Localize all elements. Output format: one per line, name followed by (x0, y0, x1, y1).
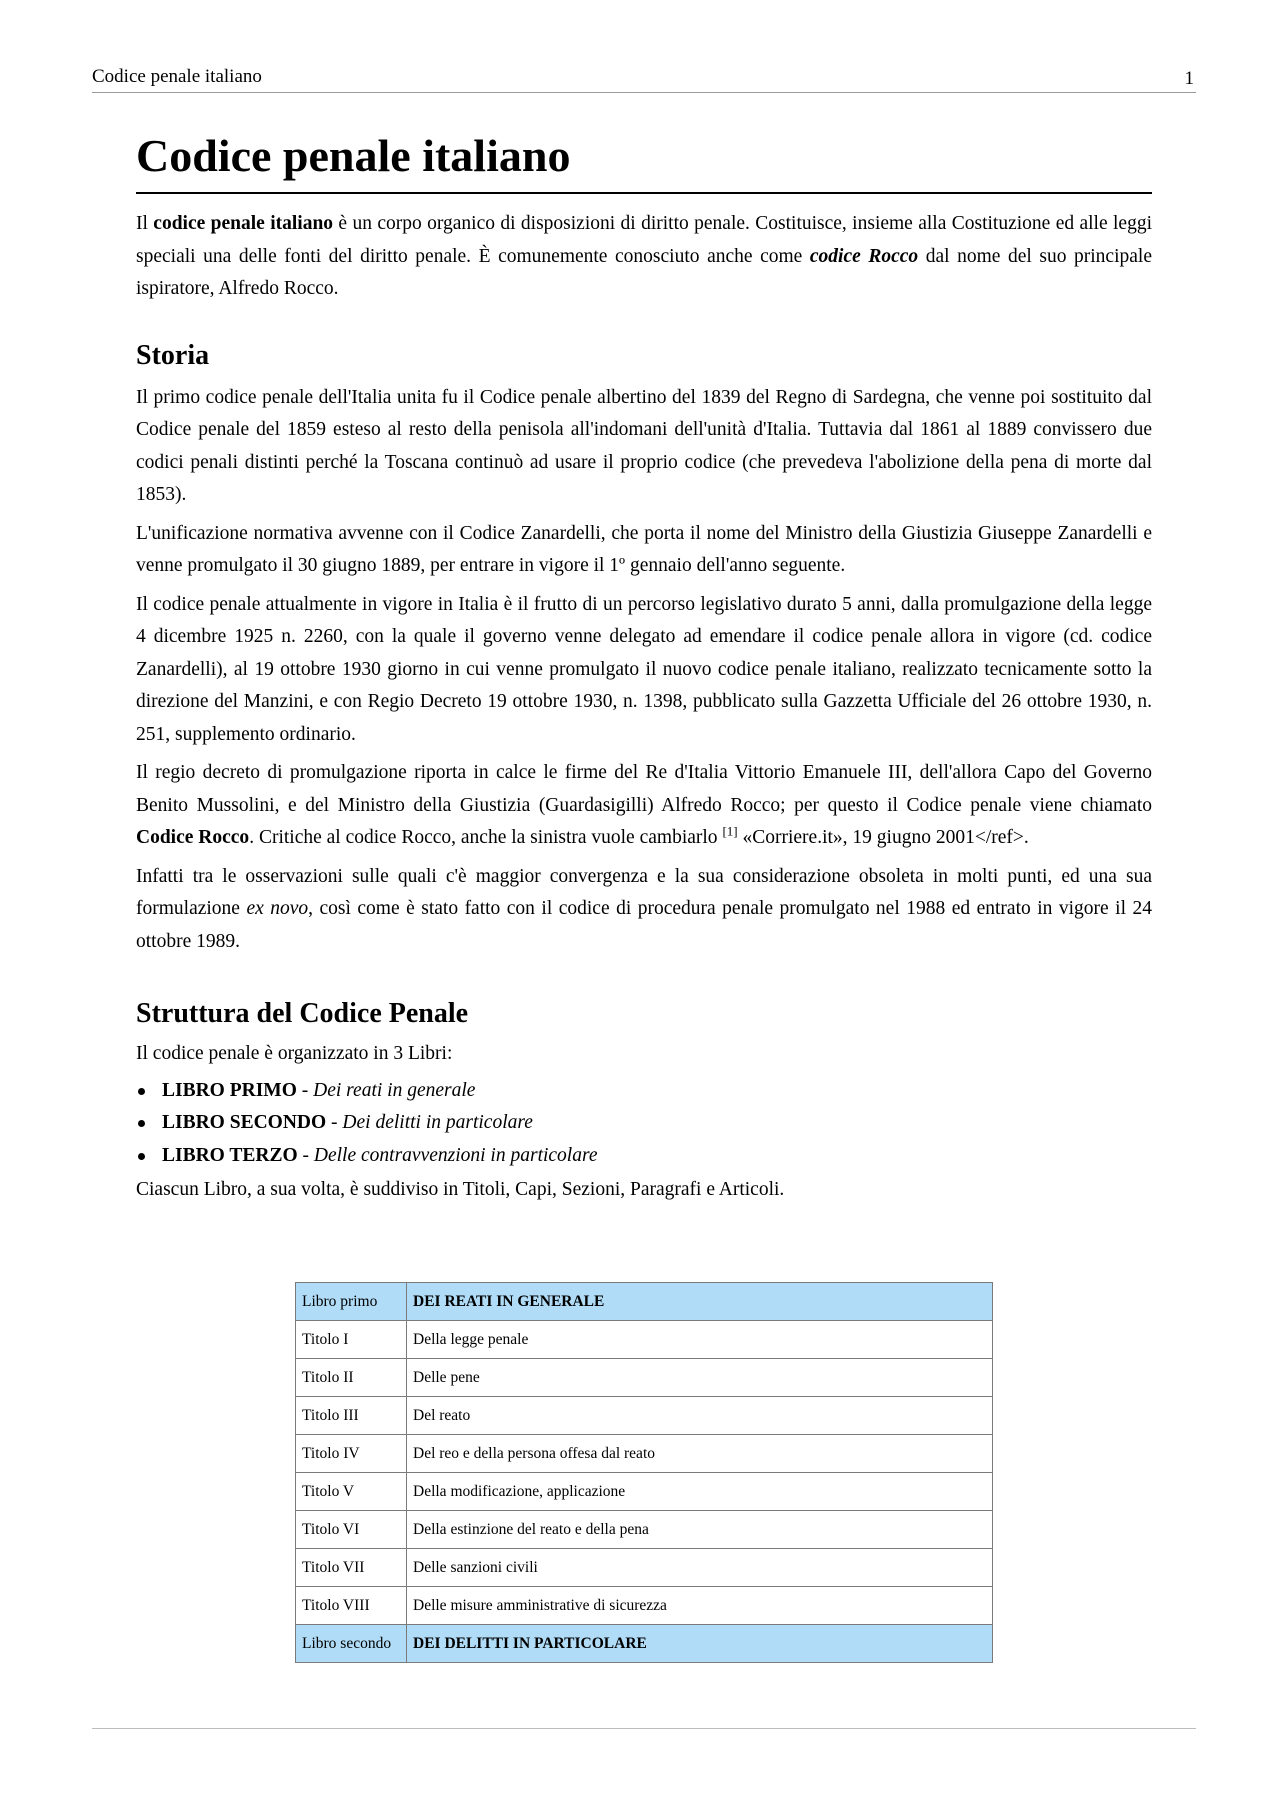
running-header-title: Codice penale italiano (92, 66, 262, 87)
list-item (136, 1140, 1152, 1173)
storia-text: «Corriere.it», 19 giugno 2001</ref>. (737, 827, 1029, 848)
table-row (296, 1587, 993, 1625)
libro-description: Dei reati in generale (313, 1079, 476, 1101)
storia-text: . Critiche al codice Rocco, anche la sinistra vuole cambiarlo (249, 827, 723, 848)
libro-separator: - (296, 1079, 314, 1101)
libro-name: LIBRO TERZO (162, 1144, 298, 1166)
table-cell: Titolo VI (296, 1511, 407, 1549)
page-title: Codice penale italiano (136, 126, 1152, 194)
section-heading-struttura: Struttura del Codice Penale (136, 998, 469, 1029)
list-item (136, 1107, 1152, 1140)
list-item (136, 1075, 1152, 1108)
table-cell: Titolo VIII (296, 1587, 407, 1625)
struttura-outro: Ciascun Libro, a sua volta, è suddiviso in Titoli, Capi, Sezioni, Paragrafi e Articoli. (136, 1179, 785, 1200)
table-row (296, 1625, 993, 1663)
reference-link[interactable]: [1] (722, 823, 738, 839)
libro-separator: - (297, 1144, 314, 1166)
storia-paragraph: L'unificazione normativa avvenne con il Codice Zanardelli, che porta il nome del Ministro della Giustizia Giuseppe Zanardelli e venne promulgato il 30 giugno 1889, per entrare in vigore il 1º gennaio dell'anno seguente. (136, 522, 1152, 576)
intro-bold-term: codice penale italiano (153, 213, 334, 234)
table-cell: Titolo VII (296, 1549, 407, 1587)
table-cell: Delle misure amministrative di sicurezza (407, 1587, 993, 1625)
table-cell: DEI REATI IN GENERALE (407, 1283, 993, 1321)
libro-name: LIBRO PRIMO (162, 1079, 297, 1101)
libro-description: Dei delitti in particolare (342, 1112, 533, 1133)
table-row (296, 1549, 993, 1587)
table-cell: Titolo V (296, 1473, 407, 1511)
page-number: 1 (1184, 68, 1194, 89)
ex-novo-italic: ex novo (246, 898, 309, 919)
table-cell: Libro secondo (296, 1625, 407, 1663)
intro-bold-italic-term: codice Rocco (809, 245, 919, 267)
libro-name: LIBRO SECONDO (162, 1112, 327, 1133)
storia-text: Il regio decreto di promulgazione riporta in calce le firme del Re d'Italia Vittorio Emanuele III, dell'allora Capo del Governo Benito Mussolini, e del Ministro della Giustizia (Guardasigilli) Alfredo Rocco; per questo il Codice penale viene chiamato (136, 762, 1152, 816)
libri-table (295, 1282, 993, 1663)
libri-list (136, 1075, 1152, 1173)
table-cell: Delle pene (407, 1359, 993, 1397)
table-cell: Del reato (407, 1397, 993, 1435)
table-cell: Libro primo (296, 1283, 407, 1321)
running-header (92, 64, 1196, 93)
storia-text: , così come è stato fatto con il codice di procedura penale promulgato nel 1988 ed entrato in vigore il 24 ottobre 1989. (136, 898, 1152, 952)
libro-separator: - (326, 1112, 343, 1133)
table-cell: Della estinzione del reato e della pena (407, 1511, 993, 1549)
storia-text: Infatti tra le osservazioni sulle quali c'è maggior convergenza e la sua considerazione obsoleta in molti punti, ed una sua formulazione (136, 865, 1152, 919)
intro-text: Il (136, 213, 154, 234)
table-row (296, 1397, 993, 1435)
table-cell: Titolo III (296, 1397, 407, 1435)
table-row (296, 1511, 993, 1549)
table-cell: Della legge penale (407, 1321, 993, 1359)
libro-description: Delle contravvenzioni in particolare (313, 1144, 598, 1166)
storia-paragraph (136, 861, 1152, 959)
table-cell: Titolo IV (296, 1435, 407, 1473)
table-cell: Delle sanzioni civili (407, 1549, 993, 1587)
storia-paragraph (136, 757, 1152, 855)
struttura-intro: Il codice penale è organizzato in 3 Libri: (136, 1043, 453, 1064)
table-row (296, 1359, 993, 1397)
codice-rocco-bold: Codice Rocco (136, 827, 250, 848)
table-cell: Del reo e della persona offesa dal reato (407, 1435, 993, 1473)
intro-paragraph (136, 208, 1152, 306)
storia-paragraph: Il primo codice penale dell'Italia unita fu il Codice penale albertino del 1839 del Regno di Sardegna, che venne poi sostituito dal Codice penale del 1859 esteso al resto della penisola all'indomani dell'unità d'Italia. Tuttavia dal 1861 al 1889 convissero due codici penali distinti perché la Toscana continuò ad usare il proprio codice (che prevedeva l'abolizione della pena di morte dal 1853). (136, 386, 1152, 505)
table-row (296, 1321, 993, 1359)
intro-text: dal nome del suo principale ispiratore, Alfredo Rocco. (136, 245, 1152, 299)
table-row (296, 1283, 993, 1321)
table-row (296, 1435, 993, 1473)
table-cell: Titolo II (296, 1359, 407, 1397)
intro-text: è un corpo organico di disposizioni di diritto penale. Costituisce, insieme alla Costituzione ed alle leggi speciali una delle fonti del diritto penale. È comunemente conosciuto anche come (136, 213, 1152, 267)
table-cell: DEI DELITTI IN PARTICOLARE (407, 1625, 993, 1663)
storia-paragraph: Il codice penale attualmente in vigore in Italia è il frutto di un percorso legislativo durato 5 anni, dalla promulgazione della legge 4 dicembre 1925 n. 2260, con la quale il governo venne delegato ad emendare il codice penale allora in vigore (cd. codice Zanardelli), al 19 ottobre 1930 giorno in cui venne promulgato il nuovo codice penale italiano, realizzato tecnicamente sotto la direzione del Manzini, e con Regio Decreto 19 ottobre 1930, n. 1398, pubblicato sulla Gazzetta Ufficiale del 26 ottobre 1930, n. 251, supplemento ordinario. (136, 593, 1152, 745)
footer-divider (92, 1728, 1196, 1729)
table-cell: Della modificazione, applicazione (407, 1473, 993, 1511)
section-heading-storia: Storia (136, 339, 210, 371)
article-content (136, 126, 1152, 1207)
table-row (296, 1473, 993, 1511)
table-cell: Titolo I (296, 1321, 407, 1359)
